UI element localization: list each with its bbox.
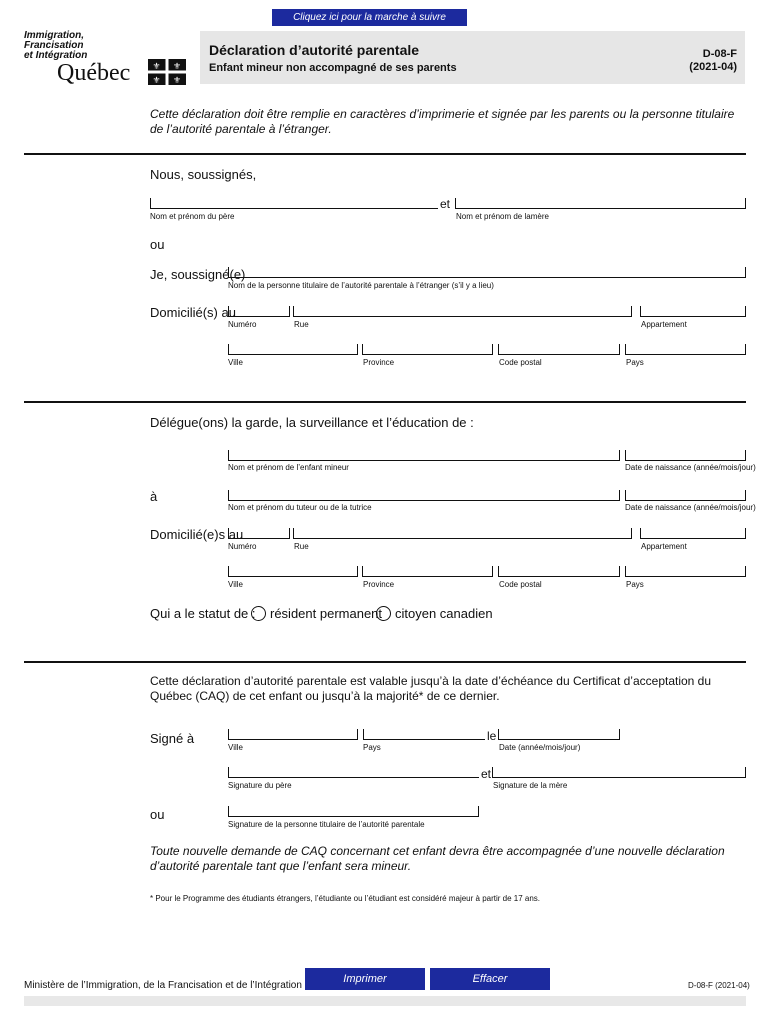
guardian-signature-field[interactable] <box>228 806 479 817</box>
form-year: (2021-04) <box>689 61 737 73</box>
logo-line1: Immigration, <box>24 30 85 41</box>
address2-province-field[interactable] <box>362 566 493 577</box>
print-button[interactable]: Imprimer <box>305 968 425 990</box>
caption-sign-pays: Pays <box>363 743 381 752</box>
clear-button[interactable]: Effacer <box>430 968 550 990</box>
caption-naissance: Date de naissance (année/mois/jour) <box>625 463 756 472</box>
signed-city-field[interactable] <box>228 729 358 740</box>
address-city-field[interactable] <box>228 344 358 355</box>
address2-apt-field[interactable] <box>640 528 746 539</box>
domicilie2-label: Domicilié(e)s au <box>150 527 244 542</box>
instructions-button[interactable]: Cliquez ici pour la marche à suivre <box>272 9 467 26</box>
note-text: Toute nouvelle demande de CAQ concernant cet enfant devra être accompagnée d’une nouvelle déclaration d’autorité parentale tant que l’enfant sera mineur. <box>150 844 725 873</box>
address-country-field[interactable] <box>625 344 746 355</box>
caption-tuteur: Nom et prénom du tuteur ou de la tutrice <box>228 503 372 512</box>
address2-city-field[interactable] <box>228 566 358 577</box>
caption-numero: Numéro <box>228 320 257 329</box>
caption-father: Nom et prénom du père <box>150 212 235 221</box>
logo-line3: et Intégration <box>24 50 88 61</box>
section-rule-1 <box>24 153 746 155</box>
signed-country-field[interactable] <box>363 729 485 740</box>
caption-enfant: Nom et prénom de l’enfant mineur <box>228 463 349 472</box>
logo-quebec: Québec <box>57 60 131 86</box>
logo-line2: Francisation <box>24 40 84 51</box>
address2-street-field[interactable] <box>293 528 632 539</box>
je-label: Je, soussigné(e) <box>150 267 246 282</box>
option-citoyen-label: citoyen canadien <box>395 606 493 621</box>
caption2-province: Province <box>363 580 395 589</box>
address-apt-field[interactable] <box>640 306 746 317</box>
caption2-code: Code postal <box>499 580 542 589</box>
svg-text:⚜: ⚜ <box>172 61 182 71</box>
a-label: à <box>150 489 158 504</box>
et2-label: et <box>481 767 492 781</box>
caption2-pays: Pays <box>626 580 644 589</box>
tutor-birthdate-field[interactable] <box>625 490 746 501</box>
caption-ville: Ville <box>228 358 243 367</box>
delegue-label: Délégue(ons) la garde, la surveillance et l’éducation de : <box>150 415 474 430</box>
fleurdelise-icon <box>148 59 186 85</box>
ou2-label: ou <box>150 807 165 822</box>
ou-label: ou <box>150 237 165 252</box>
svg-text:⚜: ⚜ <box>172 75 182 85</box>
guardian-name-field[interactable] <box>228 267 746 278</box>
address-street-field[interactable] <box>293 306 632 317</box>
domicilie-label: Domicilié(s) au <box>150 305 236 320</box>
section-rule-2 <box>24 401 746 403</box>
caption-appartement: Appartement <box>641 320 687 329</box>
caption-sig-mere: Signature de la mère <box>493 781 568 790</box>
child-birthdate-field[interactable] <box>625 450 746 461</box>
signed-date-field[interactable] <box>498 729 620 740</box>
caption-rue: Rue <box>294 320 309 329</box>
child-name-field[interactable] <box>228 450 620 461</box>
caption2-appartement: Appartement <box>641 542 687 551</box>
caption-pays: Pays <box>626 358 644 367</box>
caption2-rue: Rue <box>294 542 309 551</box>
mother-signature-field[interactable] <box>492 767 746 778</box>
tutor-name-field[interactable] <box>228 490 620 501</box>
le-label: le <box>487 729 497 743</box>
caption-titulaire: Nom de la personne titulaire de l’autorité parentale à l’étranger (s’il y a lieu) <box>228 281 494 290</box>
form-code: D-08-F <box>702 48 737 60</box>
caption-naissance2: Date de naissance (année/mois/jour) <box>625 503 756 512</box>
caption2-ville: Ville <box>228 580 243 589</box>
address2-country-field[interactable] <box>625 566 746 577</box>
caption-mother: Nom et prénom de lamère <box>456 212 549 221</box>
caption-sig-titulaire: Signature de la personne titulaire de l’autorité parentale <box>228 820 425 829</box>
et-label: et <box>440 197 451 211</box>
mother-name-field[interactable] <box>455 198 746 209</box>
footer-band <box>24 996 746 1006</box>
form-title: Déclaration d’autorité parentale <box>209 42 420 58</box>
father-signature-field[interactable] <box>228 767 479 778</box>
footer-ministere: Ministère de l’Immigration, de la Francisation et de l’Intégration <box>24 980 302 991</box>
address2-number-field[interactable] <box>228 528 290 539</box>
caption2-numero: Numéro <box>228 542 257 551</box>
option-resident-label: résident permanent <box>270 606 383 621</box>
address-number-field[interactable] <box>228 306 290 317</box>
father-name-field[interactable] <box>150 198 438 209</box>
svg-text:⚜: ⚜ <box>152 75 161 85</box>
header-band <box>200 31 745 84</box>
quebec-logo <box>24 31 194 91</box>
nous-label: Nous, soussignés, <box>150 167 257 182</box>
statut-label: Qui a le statut de : <box>150 606 256 621</box>
signe-label: Signé à <box>150 731 195 746</box>
footer-code: D-08-F (2021-04) <box>688 981 750 990</box>
radio-citoyen-canadien[interactable] <box>376 606 391 621</box>
address-province-field[interactable] <box>362 344 493 355</box>
radio-resident-permanent[interactable] <box>251 606 266 621</box>
caption-province: Province <box>363 358 395 367</box>
caption-code: Code postal <box>499 358 542 367</box>
caption-sign-ville: Ville <box>228 743 243 752</box>
address2-postal-field[interactable] <box>498 566 620 577</box>
caption-sign-date: Date (année/mois/jour) <box>499 743 581 752</box>
validite-text: Cette déclaration d’autorité parentale est valable jusqu’à la date d’échéance du Certificat d’acceptation du Québec (CAQ) de cet enfant ou jusqu’à la majorité* de ce dernier. <box>150 674 712 703</box>
caption-sig-pere: Signature du père <box>228 781 292 790</box>
form-subtitle: Enfant mineur non accompagné de ses parents <box>209 62 457 74</box>
footnote-text: * Pour le Programme des étudiants étrangers, l’étudiante ou l’étudiant est considéré majeur à partir de 17 ans. <box>150 894 540 903</box>
address-postal-field[interactable] <box>498 344 620 355</box>
svg-text:⚜: ⚜ <box>152 61 161 71</box>
intro-text: Cette déclaration doit être remplie en caractères d’imprimerie et signée par les parents ou la personne titulaire de l’autorité parentale à l’étranger. <box>150 107 735 136</box>
section-rule-3 <box>24 661 746 663</box>
